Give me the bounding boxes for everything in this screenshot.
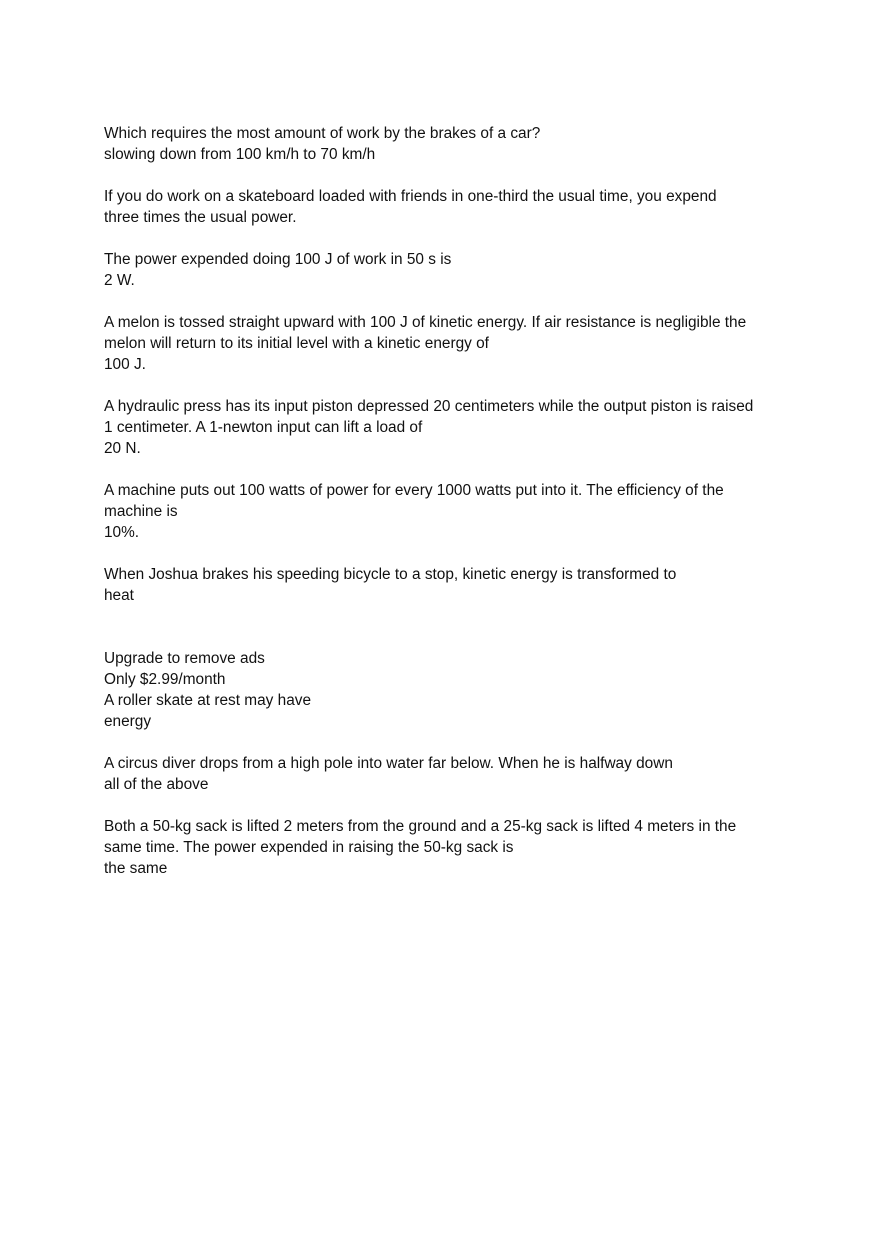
answer-text: slowing down from 100 km/h to 70 km/h	[104, 146, 376, 163]
qa-item	[104, 312, 804, 375]
question-text: Both a 50-kg sack is lifted 2 meters from the ground and a 25-kg sack is lifted 4 meters in the	[104, 818, 737, 835]
answer-text: 100 J.	[104, 356, 146, 373]
question-text: A machine puts out 100 watts of power for every 1000 watts put into it. The efficiency of the	[104, 482, 724, 499]
question-text: 1 centimeter. A 1-newton input can lift a load of	[104, 419, 423, 436]
qa-item	[104, 123, 804, 165]
qa-item	[104, 816, 804, 879]
answer-text: energy	[104, 713, 152, 730]
question-text: When Joshua brakes his speeding bicycle to a stop, kinetic energy is transformed to	[104, 566, 677, 583]
qa-item	[104, 753, 804, 795]
qa-item	[104, 480, 804, 543]
answer-text: all of the above	[104, 776, 209, 793]
question-text: melon will return to its initial level with a kinetic energy of	[104, 335, 489, 352]
qa-item	[104, 396, 804, 459]
question-text: machine is	[104, 503, 178, 520]
answer-text: heat	[104, 587, 134, 604]
upgrade-link[interactable]: Upgrade to remove ads	[104, 650, 265, 667]
qa-item	[104, 690, 804, 732]
question-text: The power expended doing 100 J of work in 50 s is	[104, 251, 452, 268]
upgrade-ad[interactable]	[104, 648, 804, 690]
answer-text: 10%.	[104, 524, 140, 541]
question-text: A hydraulic press has its input piston depressed 20 centimeters while the output piston is raised	[104, 398, 754, 415]
answer-text: 2 W.	[104, 272, 135, 289]
qa-item	[104, 249, 804, 291]
document-page	[104, 123, 804, 900]
question-text: Which requires the most amount of work by the brakes of a car?	[104, 125, 541, 142]
question-text: If you do work on a skateboard loaded with friends in one-third the usual time, you expend	[104, 188, 717, 205]
qa-item	[104, 186, 804, 228]
question-text: A roller skate at rest may have	[104, 692, 312, 709]
question-text: A circus diver drops from a high pole into water far below. When he is halfway down	[104, 755, 673, 772]
answer-text: 20 N.	[104, 440, 141, 457]
question-text: same time. The power expended in raising the 50-kg sack is	[104, 839, 514, 856]
question-text: A melon is tossed straight upward with 100 J of kinetic energy. If air resistance is negligible the	[104, 314, 747, 331]
price-text: Only $2.99/month	[104, 671, 226, 688]
question-text: three times the usual power.	[104, 209, 297, 226]
qa-item	[104, 564, 804, 606]
answer-text: the same	[104, 860, 168, 877]
